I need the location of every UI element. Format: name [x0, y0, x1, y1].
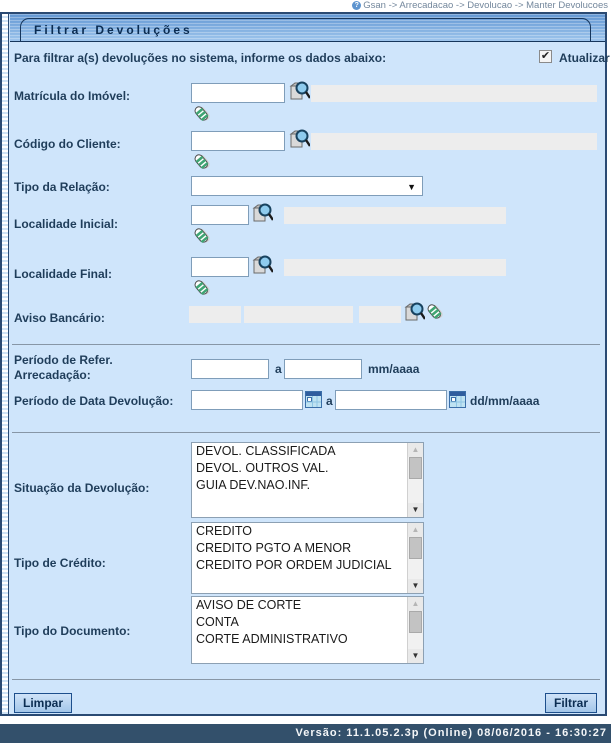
limpar-button[interactable]: Limpar: [14, 693, 72, 713]
cliente-erase-icon[interactable]: [193, 152, 213, 172]
left-stripe-band: [2, 14, 9, 714]
cliente-search-icon[interactable]: [288, 128, 310, 152]
situacao-label: Situação da Devolução:: [14, 481, 150, 495]
periodo-refer-label-line1: Período de Refer.: [14, 353, 113, 367]
periodo-data-format-hint: dd/mm/aaaa: [470, 394, 540, 408]
list-item[interactable]: CREDITO: [196, 524, 253, 538]
matricula-display: [311, 85, 597, 102]
periodo-refer-label-line2: Arrecadação:: [14, 368, 91, 382]
version-bar: [0, 724, 611, 743]
tipo-credito-label: Tipo de Crédito:: [14, 556, 106, 570]
aviso-bancario-field3: [359, 306, 401, 323]
matricula-erase-icon[interactable]: [193, 104, 213, 124]
list-item[interactable]: DEVOL. CLASSIFICADA: [196, 444, 336, 458]
tipo-credito-scrollbar[interactable]: [407, 523, 423, 593]
cliente-display: [311, 133, 597, 150]
periodo-data-to-input[interactable]: [335, 390, 447, 410]
aviso-bancario-erase-icon[interactable]: [426, 302, 446, 322]
localidade-final-display: [284, 259, 506, 276]
tipo-documento-label: Tipo do Documento:: [14, 624, 131, 638]
atualizar-label: Atualizar: [559, 51, 610, 65]
atualizar-checkbox[interactable]: [539, 50, 552, 63]
list-item[interactable]: AVISO DE CORTE: [196, 598, 302, 612]
periodo-data-separator: a: [326, 394, 333, 408]
aviso-bancario-field2: [244, 306, 353, 323]
scroll-up-icon[interactable]: ▲: [408, 443, 423, 457]
scrollbar-thumb[interactable]: [409, 537, 422, 559]
tipo-relacao-select[interactable]: [191, 176, 423, 196]
periodo-refer-format-hint: mm/aaaa: [368, 362, 420, 376]
breadcrumb[interactable]: [0, 0, 611, 12]
intro-text: Para filtrar a(s) devoluções no sistema, informe os dados abaixo:: [14, 51, 387, 65]
divider: [12, 344, 600, 345]
scroll-down-icon[interactable]: ▼: [408, 579, 423, 593]
help-icon: ?: [352, 1, 361, 10]
tipo-relacao-selected: [192, 179, 195, 193]
localidade-final-search-icon[interactable]: [251, 254, 273, 278]
tipo-documento-listbox[interactable]: [191, 596, 424, 664]
periodo-refer-separator: a: [275, 362, 282, 376]
version-text: Versão: 11.1.05.2.3p (Online) 08/06/2016 - 16:30:27: [295, 727, 607, 739]
filter-form: [10, 43, 610, 714]
scroll-down-icon[interactable]: ▼: [408, 649, 423, 663]
cliente-input[interactable]: [191, 131, 285, 151]
periodo-refer-from-input[interactable]: [191, 359, 269, 379]
localidade-inicial-input[interactable]: [191, 205, 249, 225]
cliente-label: Código do Cliente:: [14, 137, 121, 151]
aviso-bancario-field1: [189, 306, 241, 323]
localidade-inicial-search-icon[interactable]: [251, 202, 273, 226]
tipo-relacao-label: Tipo da Relação:: [14, 180, 110, 194]
matricula-label: Matrícula do Imóvel:: [14, 89, 131, 103]
localidade-final-input[interactable]: [191, 257, 249, 277]
situacao-scrollbar[interactable]: [407, 443, 423, 517]
list-item[interactable]: DEVOL. OUTROS VAL.: [196, 461, 329, 475]
scroll-up-icon[interactable]: ▲: [408, 597, 423, 611]
localidade-inicial-display: [284, 207, 506, 224]
localidade-final-label: Localidade Final:: [14, 267, 113, 281]
chevron-down-icon: ▼: [407, 182, 416, 192]
list-item[interactable]: GUIA DEV.NAO.INF.: [196, 478, 311, 492]
list-item[interactable]: CREDITO PGTO A MENOR: [196, 541, 352, 555]
periodo-data-to-calendar-icon[interactable]: [449, 391, 466, 408]
localidade-inicial-label: Localidade Inicial:: [14, 217, 119, 231]
main-frame: [0, 12, 610, 716]
page-title: Filtrar Devoluções: [20, 18, 591, 41]
scroll-up-icon[interactable]: ▲: [408, 523, 423, 537]
matricula-input[interactable]: [191, 83, 285, 103]
breadcrumb-text[interactable]: Gsan -> Arrecadacao -> Devolucao -> Manter Devolucoes: [363, 0, 608, 11]
localidade-inicial-erase-icon[interactable]: [193, 226, 213, 246]
list-item[interactable]: CORTE ADMINISTRATIVO: [196, 632, 348, 646]
aviso-bancario-search-icon[interactable]: [403, 301, 425, 325]
divider: [12, 679, 600, 680]
periodo-refer-to-input[interactable]: [284, 359, 362, 379]
tipo-credito-listbox[interactable]: [191, 522, 424, 594]
filtrar-button[interactable]: Filtrar: [545, 693, 597, 713]
matricula-search-icon[interactable]: [288, 80, 310, 104]
localidade-final-erase-icon[interactable]: [193, 278, 213, 298]
list-item[interactable]: CONTA: [196, 615, 239, 629]
situacao-listbox[interactable]: [191, 442, 424, 518]
scrollbar-thumb[interactable]: [409, 457, 422, 479]
divider: [12, 432, 600, 433]
periodo-refer-label: [14, 353, 113, 383]
title-bar: [10, 14, 605, 42]
periodo-data-from-calendar-icon[interactable]: [305, 391, 322, 408]
aviso-bancario-label: Aviso Bancário:: [14, 311, 105, 325]
periodo-data-label: Período de Data Devolução:: [14, 394, 174, 408]
tipo-documento-scrollbar[interactable]: [407, 597, 423, 663]
scrollbar-thumb[interactable]: [409, 611, 422, 633]
checkmark-icon: ✔: [540, 50, 551, 62]
list-item[interactable]: CREDITO POR ORDEM JUDICIAL: [196, 558, 392, 572]
periodo-data-from-input[interactable]: [191, 390, 303, 410]
scroll-down-icon[interactable]: ▼: [408, 503, 423, 517]
